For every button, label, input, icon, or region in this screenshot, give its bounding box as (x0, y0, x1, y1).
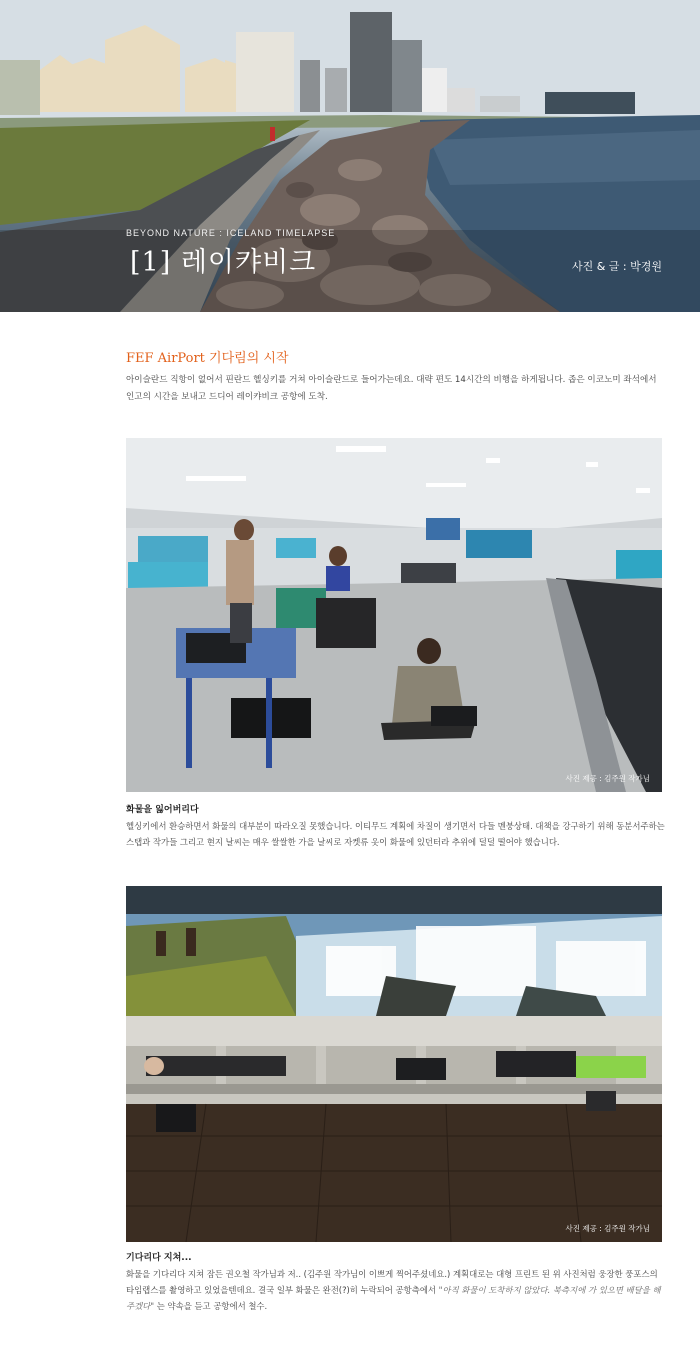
caption-text-main: 화물을 기다리다 지쳐 잠든 권오철 작가님과 저.. (김주원 작가님이 이쁘게 찍어주셨네요.) 계획대로는 대형 프린트 된 위 사진처럼 웅장한 풍포스의 타임랩스를 촬영하고 있었을텐데요. 결국 일부 화물은 완전(?)히 누락되어 공항측에서 (126, 1269, 658, 1295)
hero-kicker: BEYOND NATURE : ICELAND TIMELAPSE (126, 228, 336, 238)
photo-credit: 사진 제공 : 김주원 작가님 (565, 1224, 650, 1233)
hero-credit: 사진 & 글 : 박경원 (571, 260, 662, 273)
caption-quote: "아직 화물이 도착하지 않았다. 북측지에 가 있으면 배달을 해주겠다" (126, 1285, 661, 1311)
hero-banner (0, 0, 700, 312)
caption-text (126, 1266, 666, 1314)
caption-title: 기다리다 지쳐... (126, 1253, 192, 1263)
photo-airport-bench (126, 886, 662, 1242)
photo-credit: 사진 제공 : 김주원 작가님 (565, 774, 650, 783)
baggage-claim-image (126, 438, 662, 792)
airport-bench-image (126, 886, 662, 1242)
photo-baggage-claim (126, 438, 662, 792)
caption-title: 화물을 잃어버리다 (126, 805, 199, 815)
section-heading: FEF AirPort 기다림의 시작 (126, 351, 289, 366)
hero-title: [1] 레이캬비크 (130, 247, 317, 278)
caption-text: 헬싱키에서 환승하면서 화물의 대부분이 따라오질 못했습니다. 이티무드 계획에 차질이 생기면서 다들 멘붕상태. 대책을 강구하기 위해 동분서주하는 스탭과 작가들 그리고 현지 날씨는 매우 쌀쌀한 가을 날씨로 자켓류 옷이 화물에 있던터라 추위에 덜덜 떨어야 했습니다. (126, 821, 665, 847)
intro-paragraph: 아이슬란드 직항이 없어서 핀란드 헬싱키를 거쳐 아이슬란드로 들어가는데요. 대략 편도 14시간의 비행을 하게됩니다. 좁은 이코노미 좌석에서 인고의 시간을 보내고 드디어 레이캬비크 공항에 도착. (126, 375, 657, 402)
caption-text-end: 는 약속을 듣고 공항에서 철수. (154, 1301, 268, 1311)
